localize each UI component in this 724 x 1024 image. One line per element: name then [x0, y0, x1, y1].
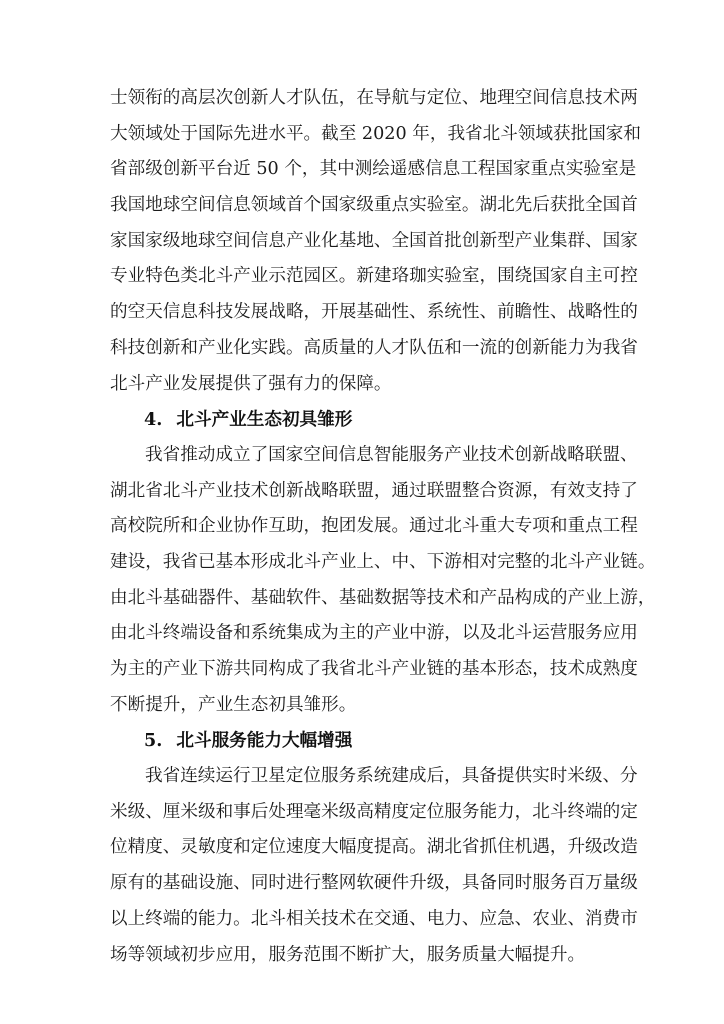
text-line: 以上终端的能力。北斗相关技术在交通、电力、应急、农业、消费市	[110, 908, 638, 929]
text-line: 由北斗终端设备和系统集成为主的产业中游，以及北斗运营服务应用	[110, 623, 638, 644]
paragraph-service	[110, 759, 638, 973]
text-line: 不断提升，产业生态初具雏形。	[110, 694, 357, 715]
text-line: 湖北省北斗产业技术创新战略联盟，通过联盟整合资源，有效支持了	[110, 480, 638, 501]
text-line: 位精度、灵敏度和定位速度大幅度提高。湖北省抓住机遇，升级改造	[110, 837, 638, 858]
text-line: 大领域处于国际先进水平。截至 2020 年，我省北斗领域获批国家和	[110, 123, 641, 144]
text-line: 家国家级地球空间信息产业化基地、全国首批创新型产业集群、国家	[110, 230, 638, 251]
paragraph-ecosystem	[110, 438, 656, 724]
text-line: 建设，我省已基本形成北斗产业上、中、下游相对完整的北斗产业链。	[110, 551, 656, 572]
text-line: 省部级创新平台近 50 个，其中测绘遥感信息工程国家重点实验室是	[110, 159, 637, 180]
text-line: 我国地球空间信息领域首个国家级重点实验室。湖北先后获批全国首	[110, 195, 638, 216]
text-line: 科技创新和产业化实践。高质量的人才队伍和一流的创新能力为我省	[110, 337, 638, 358]
text-line: 原有的基础设施、同时进行整网软硬件升级，具备同时服务百万量级	[110, 873, 638, 894]
text-line: 高校院所和企业协作互助，抱团发展。通过北斗重大专项和重点工程	[110, 516, 638, 537]
document-body	[110, 81, 656, 973]
section-title: 北斗产业生态初具雏形	[176, 410, 353, 431]
text-line: 由北斗基础器件、基础软件、基础数据等技术和产品构成的产业上游，	[110, 587, 656, 608]
text-line: 北斗产业发展提供了强有力的保障。	[110, 373, 392, 394]
section-title: 北斗服务能力大幅增强	[176, 731, 353, 752]
section-number: 5.	[144, 730, 163, 752]
paragraph-talent	[110, 81, 641, 402]
text-line: 我省推动成立了国家空间信息智能服务产业技术创新战略联盟、	[145, 444, 638, 465]
text-line: 为主的产业下游共同构成了我省北斗产业链的基本形态，技术成熟度	[110, 659, 638, 679]
text-line: 我省连续运行卫星定位服务系统建成后，具备提供实时米级、分	[145, 766, 638, 787]
text-line: 的空天信息科技发展战略，开展基础性、系统性、前瞻性、战略性的	[110, 302, 638, 323]
section-heading-4	[110, 402, 630, 438]
section-number: 4.	[144, 409, 163, 431]
text-line: 士领衔的高层次创新人才队伍，在导航与定位、地理空间信息技术两	[110, 88, 638, 108]
text-line: 场等领域初步应用，服务范围不断扩大，服务质量大幅提升。	[110, 944, 586, 965]
text-line: 米级、厘米级和事后处理毫米级高精度定位服务能力，北斗终端的定	[110, 801, 638, 822]
section-heading-5	[110, 723, 630, 759]
text-line: 专业特色类北斗产业示范园区。新建珞珈实验室，围绕国家自主可控	[110, 266, 638, 287]
